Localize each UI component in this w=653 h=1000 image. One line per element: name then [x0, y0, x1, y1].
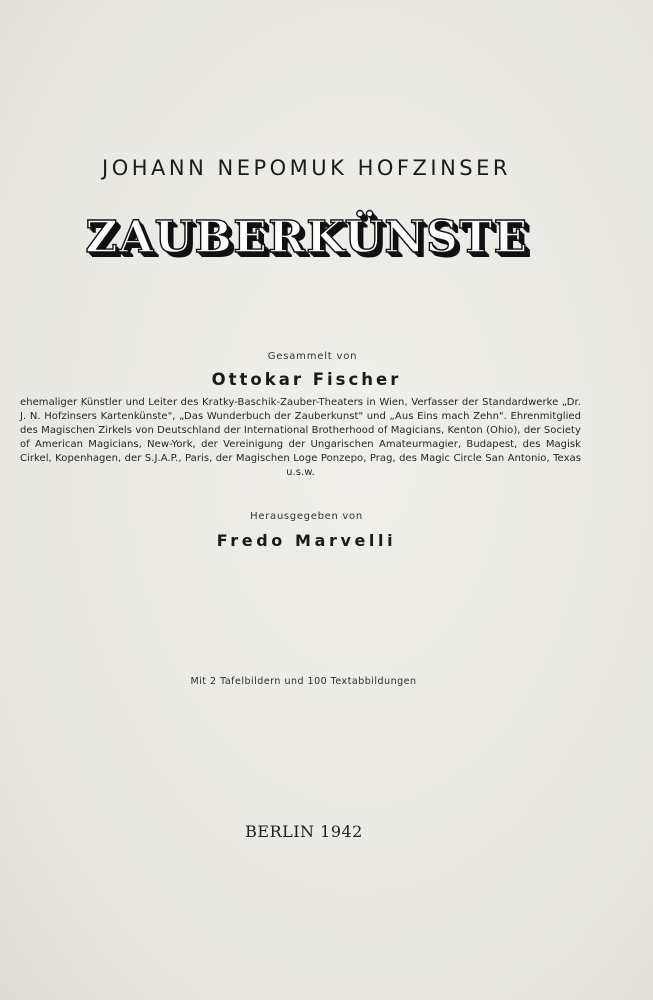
editor-name: Fredo Marvelli	[216, 531, 397, 550]
collector-bio: ehemaliger Künstler und Leiter des Kratky-Baschik-Zauber-Theaters in Wien, Verfasser der Standardwerke „Dr. J. N. Hofzinsers Kartenkünste", „Das Wunderbuch der Zauberkunst" und „Aus Eins mach Zehn". Ehrenmitglied des Magischen Zirkels von Deutschland der International Brotherhood of Magicians, Kenton (Ohio), der Society of American Magicians, New-York, der Vereinigung der Ungarischen Amateurmagier, Budapest, des Magisk Cirkel, Kopenhagen, der S.J.A.P., Paris, der Magischen Loge Ponzepo, Prag, des Magic Circle San Antonio, Texas u.s.w.	[20, 397, 581, 478]
collector-name: Ottokar Fischer	[211, 370, 402, 389]
imprint: BERLIN 1942	[245, 822, 363, 841]
collected-by-label: Gesammelt von	[267, 351, 358, 362]
illustrations-note: Mit 2 Tafelbildern und 100 Textabbildungen	[190, 676, 417, 687]
book-title: ZAUBERKÜNSTE	[85, 212, 529, 263]
edited-by-label: Herausgegeben von	[250, 511, 363, 522]
author-name: JOHANN NEPOMUK HOFZINSER	[102, 156, 511, 180]
